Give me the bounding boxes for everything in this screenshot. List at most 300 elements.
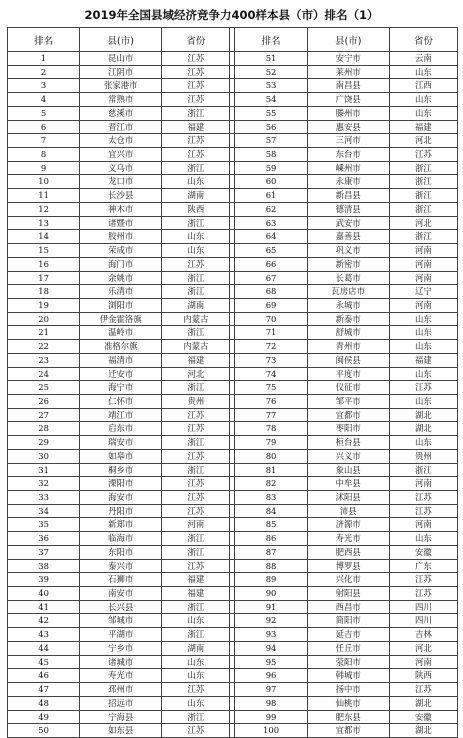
rank-cell: 72 bbox=[235, 340, 307, 354]
province-cell: 山东 bbox=[389, 532, 457, 546]
province-cell: 河南 bbox=[389, 655, 457, 669]
county-cell: 枣阳市 bbox=[307, 422, 389, 436]
rank-cell: 57 bbox=[235, 134, 307, 148]
county-cell: 惠安县 bbox=[307, 120, 389, 134]
rank-cell: 24 bbox=[8, 367, 80, 381]
county-cell: 邹城市 bbox=[80, 614, 162, 628]
rank-cell: 27 bbox=[8, 408, 80, 422]
rank-cell: 23 bbox=[8, 353, 80, 367]
county-cell: 安宁市 bbox=[307, 52, 389, 66]
county-cell: 青州市 bbox=[307, 340, 389, 354]
rank-cell: 53 bbox=[235, 79, 307, 93]
province-cell: 福建 bbox=[389, 353, 457, 367]
table-row bbox=[8, 381, 458, 395]
county-cell: 桐乡市 bbox=[80, 463, 162, 477]
county-cell: 海安市 bbox=[80, 491, 162, 505]
header-province-right: 省份 bbox=[389, 28, 457, 52]
county-cell: 海门市 bbox=[80, 257, 162, 271]
county-cell: 东阳市 bbox=[80, 545, 162, 559]
county-cell: 启东市 bbox=[80, 422, 162, 436]
county-cell: 张家港市 bbox=[80, 79, 162, 93]
rank-cell: 73 bbox=[235, 353, 307, 367]
province-cell: 福建 bbox=[162, 353, 230, 367]
rank-cell: 94 bbox=[235, 641, 307, 655]
rank-cell: 29 bbox=[8, 436, 80, 450]
county-cell: 长沙县 bbox=[80, 189, 162, 203]
table-row bbox=[8, 504, 458, 518]
rank-cell: 75 bbox=[235, 381, 307, 395]
rank-cell: 5 bbox=[8, 106, 80, 120]
rank-cell: 30 bbox=[8, 449, 80, 463]
county-cell: 溧阳市 bbox=[80, 477, 162, 491]
table-row bbox=[8, 93, 458, 107]
province-cell: 山东 bbox=[162, 655, 230, 669]
province-cell: 江苏 bbox=[162, 52, 230, 66]
table-row bbox=[8, 367, 458, 381]
province-cell: 山东 bbox=[162, 175, 230, 189]
province-cell: 福建 bbox=[162, 120, 230, 134]
table-row bbox=[8, 65, 458, 79]
province-cell: 辽宁 bbox=[389, 285, 457, 299]
table-row bbox=[8, 477, 458, 491]
table-row bbox=[8, 628, 458, 642]
county-cell: 寿光市 bbox=[80, 669, 162, 683]
county-cell: 肥东县 bbox=[307, 710, 389, 724]
rank-cell: 96 bbox=[235, 669, 307, 683]
table-row bbox=[8, 614, 458, 628]
rank-cell: 86 bbox=[235, 532, 307, 546]
province-cell: 云南 bbox=[389, 52, 457, 66]
county-cell: 扬中市 bbox=[307, 683, 389, 697]
province-cell: 江苏 bbox=[162, 559, 230, 573]
header-county-right: 县(市) bbox=[307, 28, 389, 52]
rank-cell: 21 bbox=[8, 326, 80, 340]
table-row bbox=[8, 230, 458, 244]
rank-cell: 37 bbox=[8, 545, 80, 559]
county-cell: 平度市 bbox=[307, 367, 389, 381]
province-cell: 湖北 bbox=[389, 408, 457, 422]
county-cell: 新郑市 bbox=[80, 518, 162, 532]
header-rank-right: 排名 bbox=[235, 28, 307, 52]
rank-cell: 54 bbox=[235, 93, 307, 107]
county-cell: 荥阳市 bbox=[307, 655, 389, 669]
table-row bbox=[8, 175, 458, 189]
county-cell: 射阳县 bbox=[307, 587, 389, 601]
rank-cell: 41 bbox=[8, 600, 80, 614]
province-cell: 浙江 bbox=[162, 271, 230, 285]
document-title: 2019年全国县域经济竞争力400样本县（市）排名（1） bbox=[84, 8, 379, 22]
province-cell: 浙江 bbox=[389, 189, 457, 203]
rank-cell: 16 bbox=[8, 257, 80, 271]
county-cell: 兴化市 bbox=[307, 573, 389, 587]
table-row bbox=[8, 710, 458, 724]
county-cell: 福清市 bbox=[80, 353, 162, 367]
table-row bbox=[8, 202, 458, 216]
province-cell: 湖北 bbox=[389, 724, 457, 738]
table-row bbox=[8, 244, 458, 258]
county-cell: 平湖市 bbox=[80, 628, 162, 642]
province-cell: 浙江 bbox=[389, 161, 457, 175]
table-row bbox=[8, 257, 458, 271]
rank-cell: 20 bbox=[8, 312, 80, 326]
rank-cell: 65 bbox=[235, 244, 307, 258]
table-row bbox=[8, 79, 458, 93]
county-cell: 嘉善县 bbox=[307, 230, 389, 244]
county-cell: 丹阳市 bbox=[80, 504, 162, 518]
rank-cell: 97 bbox=[235, 683, 307, 697]
rank-cell: 22 bbox=[8, 340, 80, 354]
province-cell: 河南 bbox=[162, 518, 230, 532]
province-cell: 江苏 bbox=[162, 79, 230, 93]
county-cell: 巩义市 bbox=[307, 244, 389, 258]
rank-cell: 62 bbox=[235, 202, 307, 216]
province-cell: 河南 bbox=[389, 244, 457, 258]
rank-cell: 92 bbox=[235, 614, 307, 628]
county-cell: 浏阳市 bbox=[80, 298, 162, 312]
province-cell: 浙江 bbox=[162, 326, 230, 340]
table-row bbox=[8, 340, 458, 354]
rank-cell: 87 bbox=[235, 545, 307, 559]
county-cell: 宜都市 bbox=[307, 408, 389, 422]
table-row bbox=[8, 422, 458, 436]
province-cell: 江苏 bbox=[162, 422, 230, 436]
rank-cell: 90 bbox=[235, 587, 307, 601]
county-cell: 莱州市 bbox=[307, 65, 389, 79]
province-cell: 安徽 bbox=[389, 545, 457, 559]
province-cell: 安徽 bbox=[389, 710, 457, 724]
table-row bbox=[8, 532, 458, 546]
table-row bbox=[8, 134, 458, 148]
county-cell: 宜兴市 bbox=[80, 148, 162, 162]
province-cell: 江苏 bbox=[389, 491, 457, 505]
province-cell: 福建 bbox=[162, 573, 230, 587]
province-cell: 山东 bbox=[162, 614, 230, 628]
rank-cell: 93 bbox=[235, 628, 307, 642]
rank-cell: 80 bbox=[235, 449, 307, 463]
rank-cell: 13 bbox=[8, 216, 80, 230]
province-cell: 湖北 bbox=[389, 696, 457, 710]
rank-cell: 55 bbox=[235, 106, 307, 120]
province-cell: 江苏 bbox=[162, 724, 230, 738]
rank-cell: 61 bbox=[235, 189, 307, 203]
rank-cell: 89 bbox=[235, 573, 307, 587]
rank-cell: 11 bbox=[8, 189, 80, 203]
county-cell: 温岭市 bbox=[80, 326, 162, 340]
county-cell: 沛县 bbox=[307, 504, 389, 518]
rank-cell: 98 bbox=[235, 696, 307, 710]
county-cell: 广饶县 bbox=[307, 93, 389, 107]
rank-cell: 14 bbox=[8, 230, 80, 244]
rank-cell: 35 bbox=[8, 518, 80, 532]
county-cell: 宜都市 bbox=[307, 724, 389, 738]
county-cell: 靖江市 bbox=[80, 408, 162, 422]
county-cell: 昆山市 bbox=[80, 52, 162, 66]
county-cell: 如东县 bbox=[80, 724, 162, 738]
rank-cell: 7 bbox=[8, 134, 80, 148]
county-cell: 龙口市 bbox=[80, 175, 162, 189]
county-cell: 诸暨市 bbox=[80, 216, 162, 230]
province-cell: 山东 bbox=[389, 93, 457, 107]
county-cell: 义乌市 bbox=[80, 161, 162, 175]
table-row bbox=[8, 655, 458, 669]
province-cell: 江苏 bbox=[162, 65, 230, 79]
rank-cell: 4 bbox=[8, 93, 80, 107]
county-cell: 简阳市 bbox=[307, 614, 389, 628]
province-cell: 江苏 bbox=[162, 257, 230, 271]
table-row bbox=[8, 353, 458, 367]
county-cell: 东台市 bbox=[307, 148, 389, 162]
table-row bbox=[8, 463, 458, 477]
rank-cell: 10 bbox=[8, 175, 80, 189]
province-cell: 浙江 bbox=[162, 216, 230, 230]
table-row bbox=[8, 449, 458, 463]
rank-cell: 38 bbox=[8, 559, 80, 573]
table-row bbox=[8, 724, 458, 738]
province-cell: 陕西 bbox=[389, 669, 457, 683]
province-cell: 福建 bbox=[389, 120, 457, 134]
province-cell: 江苏 bbox=[389, 148, 457, 162]
county-cell: 瓦房店市 bbox=[307, 285, 389, 299]
province-cell: 山东 bbox=[389, 436, 457, 450]
province-cell: 山东 bbox=[389, 367, 457, 381]
rank-cell: 1 bbox=[8, 52, 80, 66]
table-row bbox=[8, 436, 458, 450]
province-cell: 河南 bbox=[389, 257, 457, 271]
province-cell: 江苏 bbox=[389, 504, 457, 518]
table-row bbox=[8, 641, 458, 655]
rank-cell: 19 bbox=[8, 298, 80, 312]
province-cell: 浙江 bbox=[162, 710, 230, 724]
province-cell: 福建 bbox=[162, 587, 230, 601]
county-cell: 任丘市 bbox=[307, 641, 389, 655]
county-cell: 延吉市 bbox=[307, 628, 389, 642]
rank-cell: 6 bbox=[8, 120, 80, 134]
province-cell: 四川 bbox=[389, 600, 457, 614]
table-row bbox=[8, 587, 458, 601]
province-cell: 浙江 bbox=[389, 463, 457, 477]
rank-cell: 46 bbox=[8, 669, 80, 683]
county-cell: 石狮市 bbox=[80, 573, 162, 587]
province-cell: 浙江 bbox=[162, 436, 230, 450]
province-cell: 山东 bbox=[162, 244, 230, 258]
rank-cell: 34 bbox=[8, 504, 80, 518]
table-row bbox=[8, 669, 458, 683]
rank-cell: 64 bbox=[235, 230, 307, 244]
rank-cell: 44 bbox=[8, 641, 80, 655]
rank-cell: 45 bbox=[8, 655, 80, 669]
province-cell: 江苏 bbox=[389, 587, 457, 601]
county-cell: 韩城市 bbox=[307, 669, 389, 683]
province-cell: 山东 bbox=[389, 340, 457, 354]
county-cell: 新昌县 bbox=[307, 189, 389, 203]
county-cell: 新泰市 bbox=[307, 312, 389, 326]
table-row bbox=[8, 696, 458, 710]
table-row bbox=[8, 298, 458, 312]
county-cell: 嵊州市 bbox=[307, 161, 389, 175]
rank-cell: 18 bbox=[8, 285, 80, 299]
table-row bbox=[8, 216, 458, 230]
ranking-table bbox=[7, 27, 458, 738]
county-cell: 长葛市 bbox=[307, 271, 389, 285]
province-cell: 浙江 bbox=[389, 175, 457, 189]
county-cell: 兴义市 bbox=[307, 449, 389, 463]
province-cell: 浙江 bbox=[162, 545, 230, 559]
county-cell: 余姚市 bbox=[80, 271, 162, 285]
county-cell: 象山县 bbox=[307, 463, 389, 477]
county-cell: 诸城市 bbox=[80, 655, 162, 669]
county-cell: 如皋市 bbox=[80, 449, 162, 463]
province-cell: 江苏 bbox=[389, 573, 457, 587]
county-cell: 宁海县 bbox=[80, 710, 162, 724]
rank-cell: 66 bbox=[235, 257, 307, 271]
county-cell: 仙桃市 bbox=[307, 696, 389, 710]
province-cell: 山东 bbox=[389, 326, 457, 340]
county-cell: 滕州市 bbox=[307, 106, 389, 120]
province-cell: 河南 bbox=[389, 271, 457, 285]
province-cell: 江苏 bbox=[162, 504, 230, 518]
rank-cell: 47 bbox=[8, 683, 80, 697]
ranking-table-wrap bbox=[7, 27, 458, 738]
county-cell: 新密市 bbox=[307, 257, 389, 271]
rank-cell: 2 bbox=[8, 65, 80, 79]
province-cell: 江苏 bbox=[162, 477, 230, 491]
rank-cell: 99 bbox=[235, 710, 307, 724]
province-cell: 浙江 bbox=[162, 161, 230, 175]
county-cell: 准格尔旗 bbox=[80, 340, 162, 354]
rank-cell: 15 bbox=[8, 244, 80, 258]
rank-cell: 32 bbox=[8, 477, 80, 491]
county-cell: 胶州市 bbox=[80, 230, 162, 244]
county-cell: 慈溪市 bbox=[80, 106, 162, 120]
rank-cell: 84 bbox=[235, 504, 307, 518]
county-cell: 招远市 bbox=[80, 696, 162, 710]
province-cell: 内蒙古 bbox=[162, 312, 230, 326]
table-row bbox=[8, 408, 458, 422]
province-cell: 四川 bbox=[389, 614, 457, 628]
province-cell: 山东 bbox=[162, 696, 230, 710]
table-row bbox=[8, 106, 458, 120]
province-cell: 湖南 bbox=[162, 189, 230, 203]
county-cell: 太仓市 bbox=[80, 134, 162, 148]
province-cell: 浙江 bbox=[162, 285, 230, 299]
rank-cell: 67 bbox=[235, 271, 307, 285]
province-cell: 湖南 bbox=[162, 641, 230, 655]
province-cell: 河南 bbox=[389, 518, 457, 532]
county-cell: 迁安市 bbox=[80, 367, 162, 381]
rank-cell: 79 bbox=[235, 436, 307, 450]
county-cell: 三河市 bbox=[307, 134, 389, 148]
table-row bbox=[8, 518, 458, 532]
rank-cell: 33 bbox=[8, 491, 80, 505]
province-cell: 湖北 bbox=[389, 422, 457, 436]
rank-cell: 31 bbox=[8, 463, 80, 477]
province-cell: 浙江 bbox=[162, 106, 230, 120]
county-cell: 德清县 bbox=[307, 202, 389, 216]
rank-cell: 76 bbox=[235, 394, 307, 408]
table-row bbox=[8, 312, 458, 326]
province-cell: 浙江 bbox=[389, 202, 457, 216]
header-rank-left: 排名 bbox=[8, 28, 80, 52]
table-row bbox=[8, 545, 458, 559]
province-cell: 浙江 bbox=[162, 381, 230, 395]
rank-cell: 58 bbox=[235, 148, 307, 162]
province-cell: 江苏 bbox=[162, 449, 230, 463]
province-cell: 江苏 bbox=[389, 683, 457, 697]
county-cell: 荣成市 bbox=[80, 244, 162, 258]
county-cell: 宁乡市 bbox=[80, 641, 162, 655]
province-cell: 浙江 bbox=[162, 628, 230, 642]
county-cell: 永康市 bbox=[307, 175, 389, 189]
county-cell: 中牟县 bbox=[307, 477, 389, 491]
province-cell: 河北 bbox=[389, 134, 457, 148]
rank-cell: 52 bbox=[235, 65, 307, 79]
rank-cell: 85 bbox=[235, 518, 307, 532]
table-row bbox=[8, 285, 458, 299]
province-cell: 山东 bbox=[389, 312, 457, 326]
province-cell: 内蒙古 bbox=[162, 340, 230, 354]
province-cell: 河北 bbox=[389, 641, 457, 655]
rank-cell: 88 bbox=[235, 559, 307, 573]
province-cell: 浙江 bbox=[162, 600, 230, 614]
rank-cell: 71 bbox=[235, 326, 307, 340]
county-cell: 南安市 bbox=[80, 587, 162, 601]
rank-cell: 17 bbox=[8, 271, 80, 285]
rank-cell: 26 bbox=[8, 394, 80, 408]
county-cell: 邹平市 bbox=[307, 394, 389, 408]
county-cell: 常熟市 bbox=[80, 93, 162, 107]
table-row bbox=[8, 559, 458, 573]
rank-cell: 63 bbox=[235, 216, 307, 230]
rank-cell: 28 bbox=[8, 422, 80, 436]
province-cell: 陕西 bbox=[162, 202, 230, 216]
province-cell: 河北 bbox=[162, 367, 230, 381]
province-cell: 河南 bbox=[389, 477, 457, 491]
table-row bbox=[8, 120, 458, 134]
rank-cell: 60 bbox=[235, 175, 307, 189]
province-cell: 江苏 bbox=[162, 683, 230, 697]
rank-cell: 40 bbox=[8, 587, 80, 601]
table-row bbox=[8, 271, 458, 285]
table-row bbox=[8, 189, 458, 203]
rank-cell: 78 bbox=[235, 422, 307, 436]
province-cell: 河北 bbox=[389, 216, 457, 230]
province-cell: 山东 bbox=[389, 394, 457, 408]
county-cell: 武安市 bbox=[307, 216, 389, 230]
header-county-left: 县(市) bbox=[80, 28, 162, 52]
county-cell: 寿光市 bbox=[307, 532, 389, 546]
province-cell: 湖南 bbox=[162, 298, 230, 312]
province-cell: 贵州 bbox=[162, 394, 230, 408]
province-cell: 山东 bbox=[389, 65, 457, 79]
province-cell: 江苏 bbox=[389, 381, 457, 395]
province-cell: 江苏 bbox=[162, 148, 230, 162]
county-cell: 南昌县 bbox=[307, 79, 389, 93]
county-cell: 乐清市 bbox=[80, 285, 162, 299]
rank-cell: 77 bbox=[235, 408, 307, 422]
county-cell: 神木市 bbox=[80, 202, 162, 216]
rank-cell: 43 bbox=[8, 628, 80, 642]
rank-cell: 69 bbox=[235, 298, 307, 312]
province-cell: 江苏 bbox=[162, 408, 230, 422]
province-cell: 山东 bbox=[162, 230, 230, 244]
province-cell: 江苏 bbox=[162, 134, 230, 148]
rank-cell: 91 bbox=[235, 600, 307, 614]
county-cell: 闽侯县 bbox=[307, 353, 389, 367]
rank-cell: 81 bbox=[235, 463, 307, 477]
province-cell: 江苏 bbox=[162, 93, 230, 107]
rank-cell: 59 bbox=[235, 161, 307, 175]
table-row bbox=[8, 573, 458, 587]
